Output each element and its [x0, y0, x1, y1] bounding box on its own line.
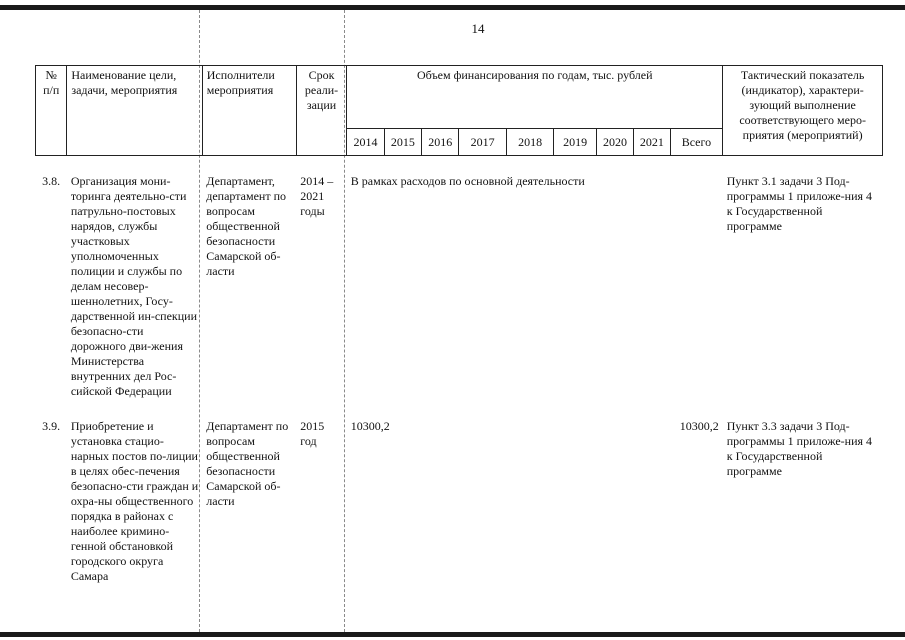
row-indicator: Пункт 3.3 задачи 3 Под-программы 1 приложе-ния 4 к Государственной программе: [726, 419, 873, 478]
header-name: Наименование цели, задачи, мероприятия: [67, 66, 202, 156]
header-year-2014: 2014: [347, 129, 384, 156]
header-term: Срок реали-зации: [296, 66, 347, 156]
header-total: Всего: [670, 129, 723, 156]
row-spacer: [36, 156, 883, 173]
header-year-2016: 2016: [422, 129, 459, 156]
financing-table: [35, 65, 883, 586]
row-indicator: Пункт 3.1 задачи 3 Под-программы 1 приложе-ния 4 к Государственной программе: [726, 174, 873, 233]
row-name: Организация мони-торинга деятельно-сти патрульно-постовых нарядов, службы участковых уполномоченных полиции и службы по делам несовер-шеннолетних, Госу-дарственной ин-спекции безопасно-сти дорожного дви-жения Министерства внутренних дел Рос-сийской Федерации: [70, 174, 198, 398]
row-num: 3.8.: [42, 174, 61, 188]
row-term: 2014 – 2021 годы: [300, 174, 334, 218]
header-year-2015: 2015: [384, 129, 421, 156]
page-number: 14: [471, 21, 485, 36]
header-year-2019: 2019: [554, 129, 596, 156]
row-num: 3.9.: [42, 419, 61, 433]
header-indicator: Тактический показатель (индикатор), характери-зующий выполнение соответствующего меро-приятия (мероприятий): [723, 66, 883, 156]
header-num: № п/п: [36, 66, 67, 156]
header-year-2020: 2020: [596, 129, 633, 156]
header-year-2017: 2017: [459, 129, 506, 156]
page-top-edge: [0, 5, 905, 10]
header-executors: Исполнители мероприятия: [202, 66, 296, 156]
page-bottom-edge: [0, 632, 905, 637]
row-executors: Департамент, департамент по вопросам общественной безопасности Самарской об-ласти: [206, 174, 286, 278]
table-row: [36, 417, 883, 586]
row-executors: Департамент по вопросам общественной безопасности Самарской об-ласти: [206, 419, 289, 508]
table-row: [36, 172, 883, 401]
row-amount-2015: 10300,2: [350, 419, 390, 433]
header-year-2021: 2021: [634, 129, 670, 156]
header-financing: Объем финансирования по годам, тыс. рублей: [347, 66, 723, 129]
row-spacer: [36, 401, 883, 417]
header-year-2018: 2018: [506, 129, 553, 156]
row-term: 2015 год: [300, 419, 325, 448]
row-name: Приобретение и установка стацио-нарных постов по-лиции в целях обес-печения безопасно-сти граждан и охра-ны общественного порядка в районах с наиболее кримино-генной обстановкой городского округа Самара: [70, 419, 199, 583]
row-amount-total: 10300,2: [679, 419, 719, 433]
row-financing-note: В рамках расходов по основной деятельности: [350, 174, 585, 188]
